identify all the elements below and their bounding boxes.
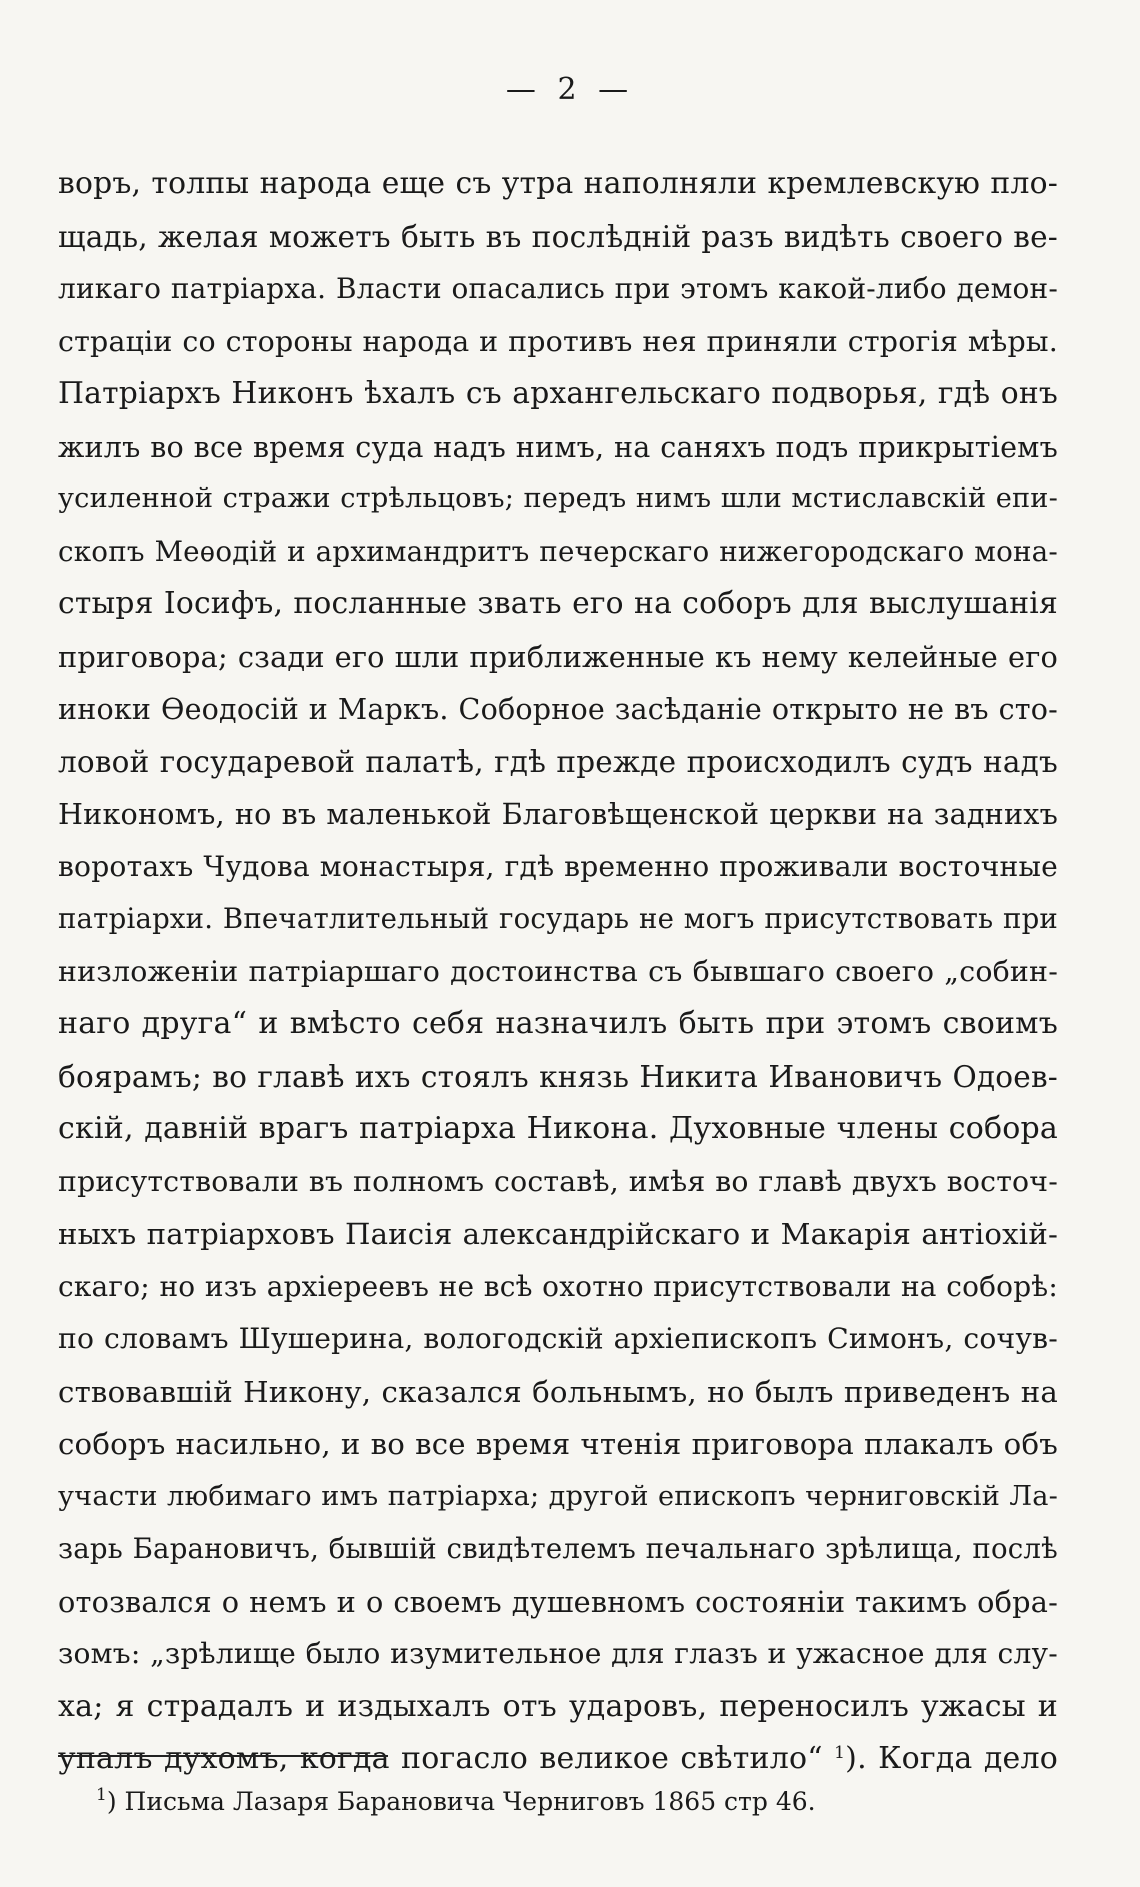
text-line: боярамъ; во главѣ ихъ стоялъ князь Никита Ивановичъ Одоев-: [58, 1059, 1058, 1094]
text-line: по словамъ Шушерина, вологодскiй архiепископъ Симонъ, сочув-: [58, 1322, 1058, 1355]
text-line: ха; я страдалъ и издыхалъ отъ ударовъ, переносилъ ужасы и: [58, 1688, 1058, 1724]
text-line: участи любимаго имъ патрiарха; другой епископъ черниговскiй Ла-: [58, 1480, 1058, 1512]
body-text: [58, 158, 1058, 1786]
footnote-reference: 1: [834, 1743, 846, 1763]
text-line: патрiархи. Впечатлительный государь не могъ присутствовать при: [58, 903, 1058, 935]
text-line: воротахъ Чудова монастыря, гдѣ временно проживали восточные: [58, 849, 1058, 883]
last-line-text: упалъ духомъ, когда погасло великое свѣтило“: [58, 1741, 835, 1776]
last-line-text-end: ). Когда дело: [845, 1741, 1058, 1776]
text-line: зарь Барановичъ, бывшiй свидѣтелемъ печальнаго зрѣлища, послѣ: [58, 1532, 1058, 1565]
text-line: присутствовали въ полномъ составѣ, имѣя во главѣ двухъ восточ-: [58, 1164, 1058, 1198]
text-line: ныхъ патрiарховъ Паисiя александрiйскаго и Макарiя антiохiй-: [58, 1217, 1058, 1251]
page-number: — 2 —: [505, 72, 635, 107]
footnote: [96, 1785, 816, 1819]
text-line: соборъ насильно, и во все время чтенiя приговора плакалъ объ: [58, 1427, 1058, 1461]
text-line: воръ, толпы народа еще съ утра наполняли кремлевскую пло-: [58, 166, 1058, 201]
text-line: ствовавшiй Никону, сказался больнымъ, но былъ приведенъ на: [58, 1374, 1058, 1409]
text-line-last: [58, 1733, 1058, 1786]
text-line: отозвался о немъ и о своемъ душевномъ состоянiи такимъ обра-: [58, 1584, 1058, 1619]
text-line: ликаго патрiарха. Власти опасались при этомъ какой-либо демон-: [58, 272, 1058, 305]
text-line: стыря Iосифъ, посланные звать его на соборъ для выслушанiя: [58, 586, 1058, 621]
text-line: усиленной стражи стрѣльцовъ; передъ нимъ шли мстиславскiй епи-: [58, 483, 1058, 514]
footnote-text: ) Письма Лазаря Барановича Черниговъ 1865 стр 46.: [106, 1787, 816, 1816]
text-line: щадь, желая можетъ быть въ послѣднiй разъ видѣть своего ве-: [58, 219, 1058, 254]
text-line: зомъ: „зрѣлище было изумительное для глазъ и ужасное для слу-: [58, 1637, 1058, 1670]
text-line: скопъ Меѳодiй и архимандритъ печерскаго нижегородскаго мона-: [58, 534, 1058, 568]
text-line: скаго; но изъ архiереевъ не всѣ охотно присутствовали на соборѣ:: [58, 1269, 1058, 1303]
text-line: низложенiи патрiаршаго достоинства съ бывшаго своего „собин-: [58, 954, 1058, 988]
text-line: иноки Ѳеодосiй и Маркъ. Соборное засѣданiе открыто не въ сто-: [58, 692, 1058, 726]
footnote-divider: [58, 1755, 388, 1757]
text-line: Патрiархъ Никонъ ѣхалъ съ архангельскаго подворья, гдѣ онъ: [58, 376, 1058, 411]
text-line: скiй, давнiй врагъ патрiарха Никона. Духовные члены собора: [58, 1111, 1058, 1146]
text-line: ловой государевой палатѣ, гдѣ прежде происходилъ судъ надъ: [58, 744, 1058, 779]
text-line: приговора; сзади его шли приближенные къ нему келейные его: [58, 639, 1058, 674]
text-line: Никономъ, но въ маленькой Благовѣщенской церкви на заднихъ: [58, 797, 1058, 831]
text-line: страцiи со стороны народа и противъ нея приняли строгiя мѣры.: [58, 324, 1058, 358]
text-line: жилъ во все время суда надъ нимъ, на саняхъ подъ прикрытiемъ: [58, 429, 1058, 464]
text-line: наго друга“ и вмѣсто себя назначилъ быть при этомъ своимъ: [58, 1006, 1058, 1041]
footnote-marker: 1: [96, 1785, 107, 1805]
